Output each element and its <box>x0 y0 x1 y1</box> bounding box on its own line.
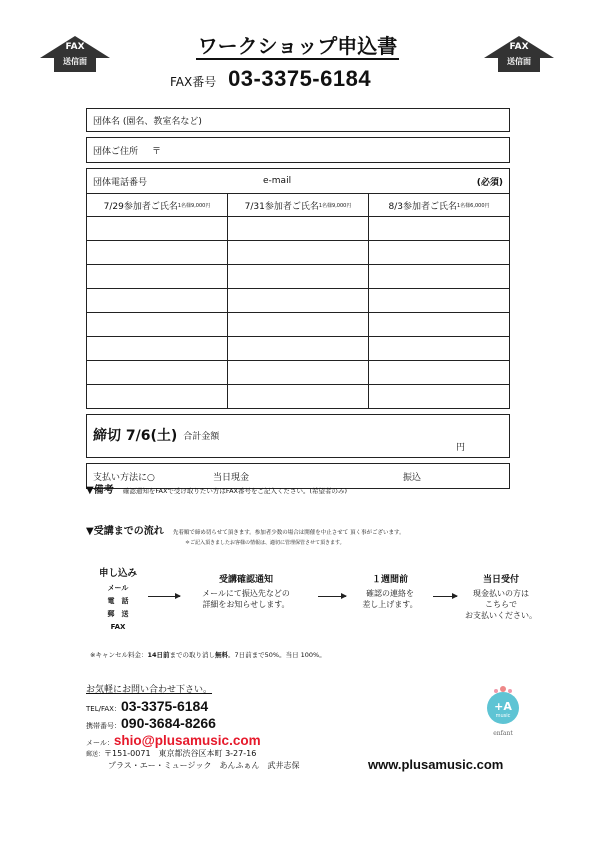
flow-arrow-icon <box>433 596 457 597</box>
name-cell[interactable] <box>87 217 227 240</box>
logo-sub: music <box>495 713 511 719</box>
tel-number[interactable]: 03-3375-6184 <box>120 698 209 714</box>
contact-mail: メール：shio@plusamusic.com <box>86 733 261 748</box>
address-label: 団体ご住所 <box>93 146 139 157</box>
group-name-label: 団体名 (園名、教室名など) <box>93 116 202 127</box>
table-row <box>87 217 509 241</box>
name-cell[interactable] <box>368 385 509 408</box>
name-cell[interactable] <box>227 313 368 336</box>
name-cell[interactable] <box>227 265 368 288</box>
name-cell[interactable] <box>227 241 368 264</box>
name-cell[interactable] <box>87 385 227 408</box>
page-title: ワークショップ申込書 <box>197 34 398 58</box>
step-confirmation-line: メールにて振込先などの <box>202 589 290 598</box>
website-link[interactable]: www.plusamusic.com <box>368 757 504 772</box>
logo-mark: +A <box>494 700 512 713</box>
flow-label: ▼受講までの流れ <box>86 526 164 537</box>
step-apply-item: 郵 送 <box>107 610 129 618</box>
name-cell[interactable] <box>87 241 227 264</box>
contact-heading: お気軽にお問い合わせ下さい。 <box>86 685 213 695</box>
name-cell[interactable] <box>227 289 368 312</box>
table-row <box>87 241 509 265</box>
flow-section <box>86 522 405 537</box>
flow-step-reception <box>458 572 544 621</box>
step-reception-line: 現金払いの方は <box>473 589 529 598</box>
flow-arrow-icon <box>148 596 180 597</box>
step-reception-line: こちらで <box>485 600 517 609</box>
name-cell[interactable] <box>87 265 227 288</box>
flow-arrow-icon <box>318 596 346 597</box>
contact-postal: 郵送：〒151-0071 東京都渋谷区本町 3-27-16 <box>86 749 257 758</box>
step-one-week-line: 差し上げます。 <box>362 600 418 609</box>
name-cell[interactable] <box>368 241 509 264</box>
name-cell[interactable] <box>368 217 509 240</box>
step-one-week-line: 確認の連絡を <box>366 589 414 598</box>
notes-section <box>86 481 347 496</box>
fax-badge-line2: 送信面 <box>507 57 531 66</box>
name-cell[interactable] <box>368 313 509 336</box>
name-cell[interactable] <box>87 313 227 336</box>
address-field[interactable] <box>86 137 510 163</box>
step-reception-title: 当日受付 <box>482 575 519 585</box>
phone-email-field[interactable] <box>86 168 510 194</box>
name-cell[interactable] <box>368 265 509 288</box>
name-cell[interactable] <box>87 289 227 312</box>
name-cell[interactable] <box>368 289 509 312</box>
flow-note-1: 先着順で締め切らせて頂きます。参加者少数の場合は開催を中止させて 頂く事がございます。 <box>172 530 405 536</box>
cancel-policy: ※キャンセル料金：14日前までの取り消し無料。7日前まで50%。当日 100%。 <box>90 651 326 659</box>
flow-step-confirmation <box>186 572 306 610</box>
column-header: 7/29参加者ご氏名 1名様9,000円 <box>103 201 211 212</box>
step-reception-line: お支払いください。 <box>465 611 537 620</box>
step-confirmation-line: 詳細をお知らせします。 <box>202 600 290 609</box>
deadline-total-field[interactable] <box>86 414 510 458</box>
yen-label: 円 <box>455 443 465 453</box>
contact-tel: TEL/FAX：03-3375-6184 <box>86 698 209 714</box>
flow-note-2: ＊ご記入頂きましたお客様の情報は、適切に管理保管させて頂きます。 <box>185 540 345 546</box>
contact-org: プラス・エー・ミュージック あんふぁん 武井志保 <box>108 761 300 770</box>
table-row <box>87 385 509 408</box>
flow-step-one-week <box>352 572 428 610</box>
payment-cash-option[interactable]: 当日現金 <box>213 472 250 483</box>
fax-badge-line1: FAX <box>509 42 529 52</box>
name-cell[interactable] <box>227 217 368 240</box>
table-row <box>87 313 509 337</box>
postal-address: 〒151-0071 東京都渋谷区本町 3-27-16 <box>104 749 257 758</box>
required-label: (必須) <box>476 177 503 188</box>
step-apply-title: 申し込み <box>98 568 137 579</box>
mobile-number[interactable]: 090-3684-8266 <box>121 715 216 731</box>
fax-label: FAX番号 <box>170 75 217 89</box>
notes-label: ▼備考 <box>86 485 114 496</box>
column-header: 8/3参加者ご氏名 1名様6,000円 <box>368 194 509 216</box>
group-name-field[interactable] <box>86 108 510 132</box>
participants-table <box>86 194 510 409</box>
logo-caption: enfant <box>493 730 513 737</box>
flow-step-apply <box>90 565 146 634</box>
name-cell[interactable] <box>368 361 509 384</box>
brand-logo <box>478 680 528 742</box>
payment-transfer-option[interactable]: 振込 <box>403 472 422 483</box>
application-form <box>86 108 510 489</box>
fax-number: 03-3375-6184 <box>228 66 372 91</box>
name-cell[interactable] <box>227 385 368 408</box>
total-label: 合計金額 <box>183 432 220 442</box>
deadline-label: 締切 7/6(土) <box>93 428 178 444</box>
step-confirmation-title: 受講確認通知 <box>218 575 273 585</box>
participants-table-header <box>87 194 509 217</box>
notes-text: 確認通知をFAXで受け取りたい方はFAX番号をご記入ください。(希望者のみ) <box>122 487 348 495</box>
column-header: 7/31参加者ご氏名 1名様9,000円 <box>227 194 368 216</box>
fax-number-line <box>170 66 371 92</box>
name-cell[interactable] <box>87 361 227 384</box>
email-label: e-mail <box>263 176 292 186</box>
contact-mobile: 携帯番号：090-3684-8266 <box>86 715 216 731</box>
step-one-week-title: １週間前 <box>371 575 408 585</box>
table-row <box>87 289 509 313</box>
name-cell[interactable] <box>368 337 509 360</box>
step-apply-item: 電 話 <box>107 597 129 605</box>
name-cell[interactable] <box>87 337 227 360</box>
table-row <box>87 337 509 361</box>
fax-badge-line1: FAX <box>65 42 85 52</box>
name-cell[interactable] <box>227 361 368 384</box>
step-apply-item: FAX <box>110 623 126 631</box>
mail-address[interactable]: shio@plusamusic.com <box>113 733 261 748</box>
table-row <box>87 265 509 289</box>
payment-label: 支払い方法に○ <box>93 472 155 483</box>
postal-mark: 〒 <box>152 146 162 157</box>
name-cell[interactable] <box>227 337 368 360</box>
fax-badge-line2: 送信面 <box>63 57 87 66</box>
table-row <box>87 361 509 385</box>
phone-label: 団体電話番号 <box>93 177 148 188</box>
step-apply-item: メール <box>107 584 129 592</box>
